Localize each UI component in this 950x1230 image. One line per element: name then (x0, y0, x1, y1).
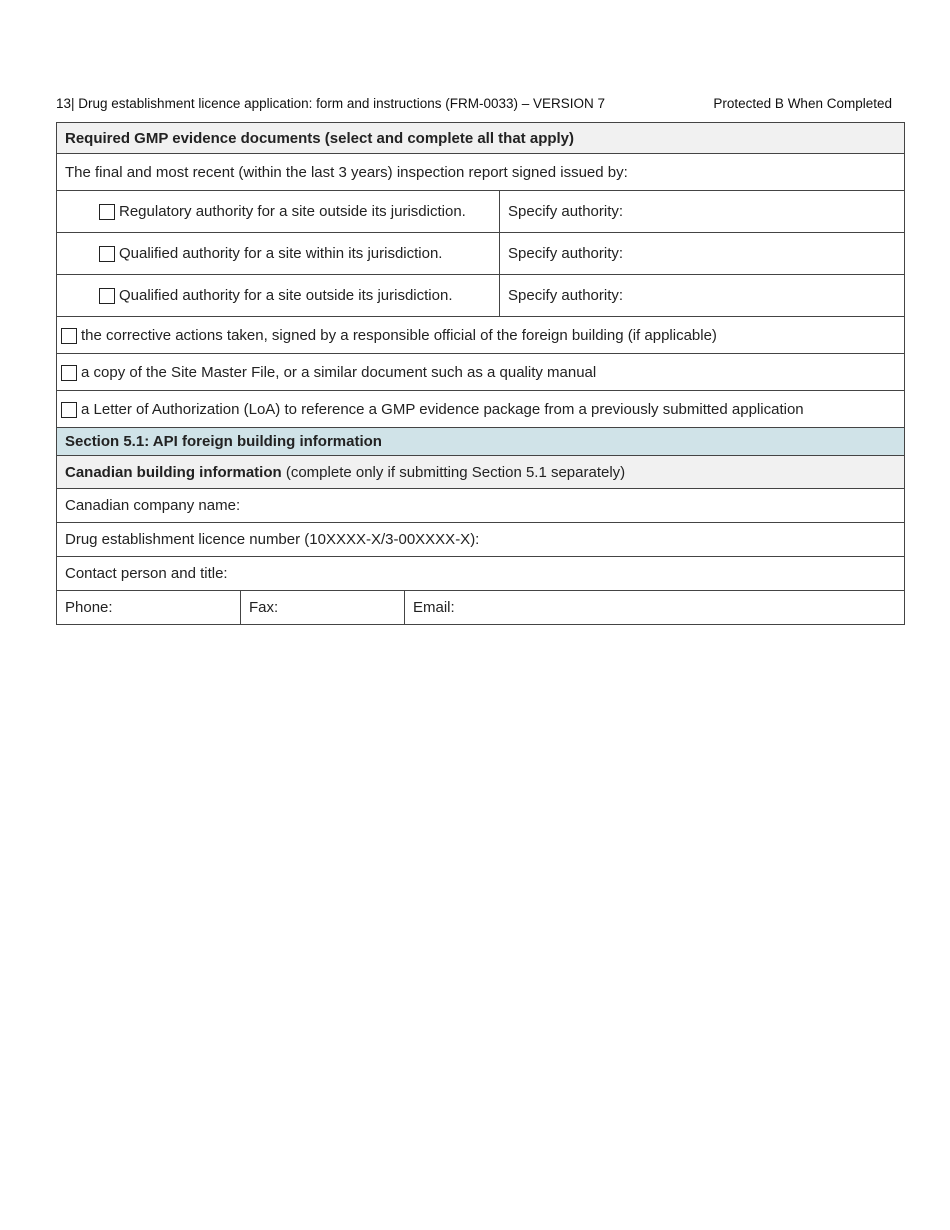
option-label: a copy of the Site Master File, or a similar document such as a quality manual (81, 363, 597, 381)
option-label: the corrective actions taken, signed by a responsible official of the foreign building (if applicable) (81, 326, 717, 344)
fax-field[interactable]: Fax: (241, 591, 405, 625)
authority-label: Qualified authority for a site outside its jurisdiction. (119, 287, 453, 304)
authority-row (57, 191, 500, 233)
protected-label: Protected B (713, 96, 784, 111)
authority-row (57, 233, 500, 275)
specify-authority-field[interactable]: Specify authority: (500, 191, 905, 233)
gmp-evidence-form (56, 122, 905, 625)
phone-field[interactable]: Phone: (57, 591, 241, 625)
licence-number-field[interactable]: Drug establishment licence number (10XXXX-X/3-00XXXX-X): (57, 523, 905, 557)
site-master-file-checkbox[interactable] (61, 365, 77, 381)
loa-checkbox[interactable] (61, 402, 77, 418)
corrective-actions-checkbox[interactable] (61, 328, 77, 344)
specify-authority-field[interactable]: Specify authority: (500, 275, 905, 317)
authority-row (57, 275, 500, 317)
gmp-section-title: Required GMP evidence documents (select and complete all that apply) (57, 123, 905, 154)
company-name-field[interactable]: Canadian company name: (57, 489, 905, 523)
authority-checkbox[interactable] (99, 288, 115, 304)
option-row (57, 391, 905, 428)
canadian-building-bold: Canadian building information (65, 463, 282, 481)
header-title: 13| Drug establishment licence application: form and instructions (FRM-0033) – VERSION 7 (56, 96, 605, 111)
authority-label: Qualified authority for a site within its jurisdiction. (119, 245, 443, 262)
option-row (57, 317, 905, 354)
canadian-building-heading (57, 456, 905, 489)
option-label: a Letter of Authorization (LoA) to reference a GMP evidence package from a previously submitted application (81, 400, 804, 418)
page-header (56, 96, 892, 111)
specify-authority-field[interactable]: Specify authority: (500, 233, 905, 275)
section-5-1-title: Section 5.1: API foreign building information (57, 428, 905, 456)
contact-person-field[interactable]: Contact person and title: (57, 557, 905, 591)
header-protection (713, 96, 892, 111)
when-completed-label: When Completed (783, 96, 892, 111)
email-field[interactable]: Email: (405, 591, 905, 625)
option-row (57, 354, 905, 391)
authority-checkbox[interactable] (99, 246, 115, 262)
inspection-intro: The final and most recent (within the last 3 years) inspection report signed issued by: (57, 154, 905, 191)
canadian-building-note: (complete only if submitting Section 5.1 separately) (281, 463, 626, 481)
authority-label: Regulatory authority for a site outside its jurisdiction. (119, 203, 466, 220)
authority-checkbox[interactable] (99, 204, 115, 220)
